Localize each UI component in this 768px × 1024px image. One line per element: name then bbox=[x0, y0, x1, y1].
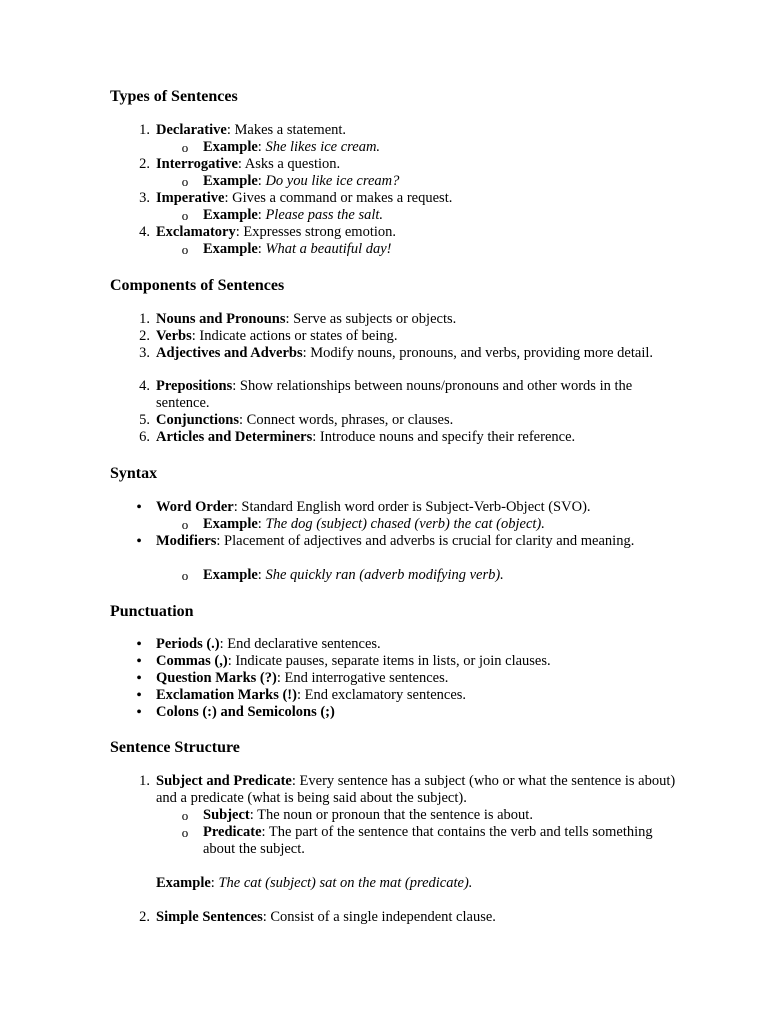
list-number: 1. bbox=[139, 311, 150, 327]
sub-list-item bbox=[181, 807, 673, 824]
list-item bbox=[136, 687, 676, 704]
term: Interrogative bbox=[156, 156, 238, 172]
term: Modifiers bbox=[156, 533, 217, 549]
term: Subject and Predicate bbox=[156, 773, 292, 789]
bullet-marker: • bbox=[136, 687, 142, 704]
separator: : bbox=[257, 173, 266, 189]
list-number: 3. bbox=[139, 345, 150, 361]
description: : Modify nouns, pronouns, and verbs, providing more detail. bbox=[302, 345, 653, 361]
separator: : bbox=[257, 567, 266, 583]
example-label: Example bbox=[203, 207, 258, 223]
description: : Placement of adjectives and adverbs is crucial for clarity and meaning. bbox=[216, 533, 635, 549]
sub-list-item bbox=[181, 824, 673, 858]
example-text: What a beautiful day! bbox=[265, 241, 392, 257]
sub-bullet-marker: o bbox=[181, 825, 189, 840]
list-item bbox=[136, 533, 676, 550]
separator: : bbox=[210, 875, 219, 891]
list-item bbox=[139, 412, 676, 429]
list-item bbox=[139, 311, 676, 328]
term: Articles and Determiners bbox=[156, 429, 313, 445]
list-number: 4. bbox=[139, 224, 150, 240]
list-number: 2. bbox=[139, 328, 150, 344]
list-item bbox=[136, 499, 676, 516]
term: Predicate bbox=[203, 824, 262, 840]
example-item bbox=[181, 207, 673, 224]
description: : Standard English word order is Subject-Verb-Object (SVO). bbox=[233, 499, 591, 515]
bullet-marker: • bbox=[136, 499, 142, 516]
example-label: Example bbox=[203, 173, 258, 189]
heading-components-of-sentences: Components of Sentences bbox=[110, 277, 285, 294]
description: : Consist of a single independent clause. bbox=[262, 909, 496, 925]
heading-syntax: Syntax bbox=[110, 465, 158, 482]
list-item bbox=[139, 328, 676, 345]
list-number: 5. bbox=[139, 412, 150, 428]
list-number: 6. bbox=[139, 429, 150, 445]
bullet-marker: • bbox=[136, 653, 142, 670]
heading-punctuation: Punctuation bbox=[110, 603, 194, 620]
list-item bbox=[139, 122, 676, 139]
list-number: 3. bbox=[139, 190, 150, 206]
list-item bbox=[139, 190, 676, 207]
example-label: Example bbox=[203, 241, 258, 257]
sub-bullet-marker: o bbox=[181, 140, 189, 155]
separator: : bbox=[257, 139, 266, 155]
term: Simple Sentences bbox=[156, 909, 263, 925]
list-number: 2. bbox=[139, 156, 150, 172]
term: Subject bbox=[203, 807, 250, 823]
term: Prepositions bbox=[156, 378, 233, 394]
list-item bbox=[139, 429, 676, 446]
example-text: Do you like ice cream? bbox=[265, 173, 400, 189]
heading-types-of-sentences: Types of Sentences bbox=[110, 88, 238, 105]
example-item bbox=[181, 516, 673, 533]
example-paragraph bbox=[156, 875, 676, 892]
description: : Makes a statement. bbox=[226, 122, 347, 138]
heading-sentence-structure: Sentence Structure bbox=[110, 739, 240, 756]
description: : Introduce nouns and specify their reference. bbox=[312, 429, 576, 445]
example-label: Example bbox=[203, 516, 258, 532]
description: : Expresses strong emotion. bbox=[235, 224, 397, 240]
example-label: Example bbox=[156, 875, 211, 891]
description: : Indicate actions or states of being. bbox=[191, 328, 398, 344]
example-label: Example bbox=[203, 139, 258, 155]
description: : Every sentence has a subject (who or what the sentence is about) and a predicate (what is being said about the subject). bbox=[156, 773, 676, 806]
list-item bbox=[136, 653, 676, 670]
sub-bullet-marker: o bbox=[181, 174, 189, 189]
term: Conjunctions bbox=[156, 412, 239, 428]
separator: : bbox=[257, 207, 266, 223]
list-number: 4. bbox=[139, 378, 150, 394]
example-label: Example bbox=[203, 567, 258, 583]
example-item bbox=[181, 241, 673, 258]
list-number: 1. bbox=[139, 122, 150, 138]
list-item bbox=[139, 909, 676, 926]
list-item bbox=[136, 670, 676, 687]
sub-bullet-marker: o bbox=[181, 808, 189, 823]
description: : Connect words, phrases, or clauses. bbox=[239, 412, 454, 428]
description: : Indicate pauses, separate items in lists, or join clauses. bbox=[227, 653, 551, 669]
description: : Serve as subjects or objects. bbox=[285, 311, 457, 327]
example-item bbox=[181, 139, 673, 156]
sub-bullet-marker: o bbox=[181, 517, 189, 532]
description: : The part of the sentence that contains the verb and tells something about the subject. bbox=[203, 824, 653, 857]
separator: : bbox=[257, 241, 266, 257]
description: : Show relationships between nouns/pronouns and other words in the sentence. bbox=[156, 378, 633, 411]
bullet-marker: • bbox=[136, 670, 142, 687]
term: Periods (.) bbox=[156, 636, 220, 652]
bullet-marker: • bbox=[136, 704, 142, 721]
term: Commas (,) bbox=[156, 653, 228, 669]
term: Nouns and Pronouns bbox=[156, 311, 286, 327]
example-text: She likes ice cream. bbox=[265, 139, 381, 155]
list-item bbox=[136, 704, 676, 721]
sub-bullet-marker: o bbox=[181, 208, 189, 223]
list-item bbox=[139, 773, 676, 807]
term: Exclamation Marks (!) bbox=[156, 687, 297, 703]
example-text: The cat (subject) sat on the mat (predicate). bbox=[218, 875, 473, 891]
example-item bbox=[181, 567, 673, 584]
list-item bbox=[139, 378, 676, 412]
separator: : bbox=[257, 516, 266, 532]
list-item bbox=[139, 156, 676, 173]
term: Exclamatory bbox=[156, 224, 236, 240]
term: Question Marks (?) bbox=[156, 670, 277, 686]
description: : End declarative sentences. bbox=[219, 636, 381, 652]
term: Colons (:) and Semicolons (;) bbox=[156, 704, 335, 720]
list-item bbox=[139, 224, 676, 241]
list-number: 2. bbox=[139, 909, 150, 925]
description: : Gives a command or makes a request. bbox=[224, 190, 453, 206]
list-item bbox=[139, 345, 676, 362]
description: : End exclamatory sentences. bbox=[296, 687, 467, 703]
sub-bullet-marker: o bbox=[181, 568, 189, 583]
term: Adjectives and Adverbs bbox=[156, 345, 303, 361]
sub-bullet-marker: o bbox=[181, 242, 189, 257]
example-text: She quickly ran (adverb modifying verb). bbox=[265, 567, 504, 583]
term: Verbs bbox=[156, 328, 192, 344]
description: : Asks a question. bbox=[237, 156, 341, 172]
example-item bbox=[181, 173, 673, 190]
list-number: 1. bbox=[139, 773, 150, 789]
list-item bbox=[136, 636, 676, 653]
description: : The noun or pronoun that the sentence is about. bbox=[249, 807, 533, 823]
bullet-marker: • bbox=[136, 533, 142, 550]
term: Declarative bbox=[156, 122, 227, 138]
example-text: Please pass the salt. bbox=[265, 207, 384, 223]
description: : End interrogative sentences. bbox=[276, 670, 449, 686]
term: Imperative bbox=[156, 190, 225, 206]
example-text: The dog (subject) chased (verb) the cat (object). bbox=[265, 516, 545, 532]
bullet-marker: • bbox=[136, 636, 142, 653]
term: Word Order bbox=[156, 499, 234, 515]
